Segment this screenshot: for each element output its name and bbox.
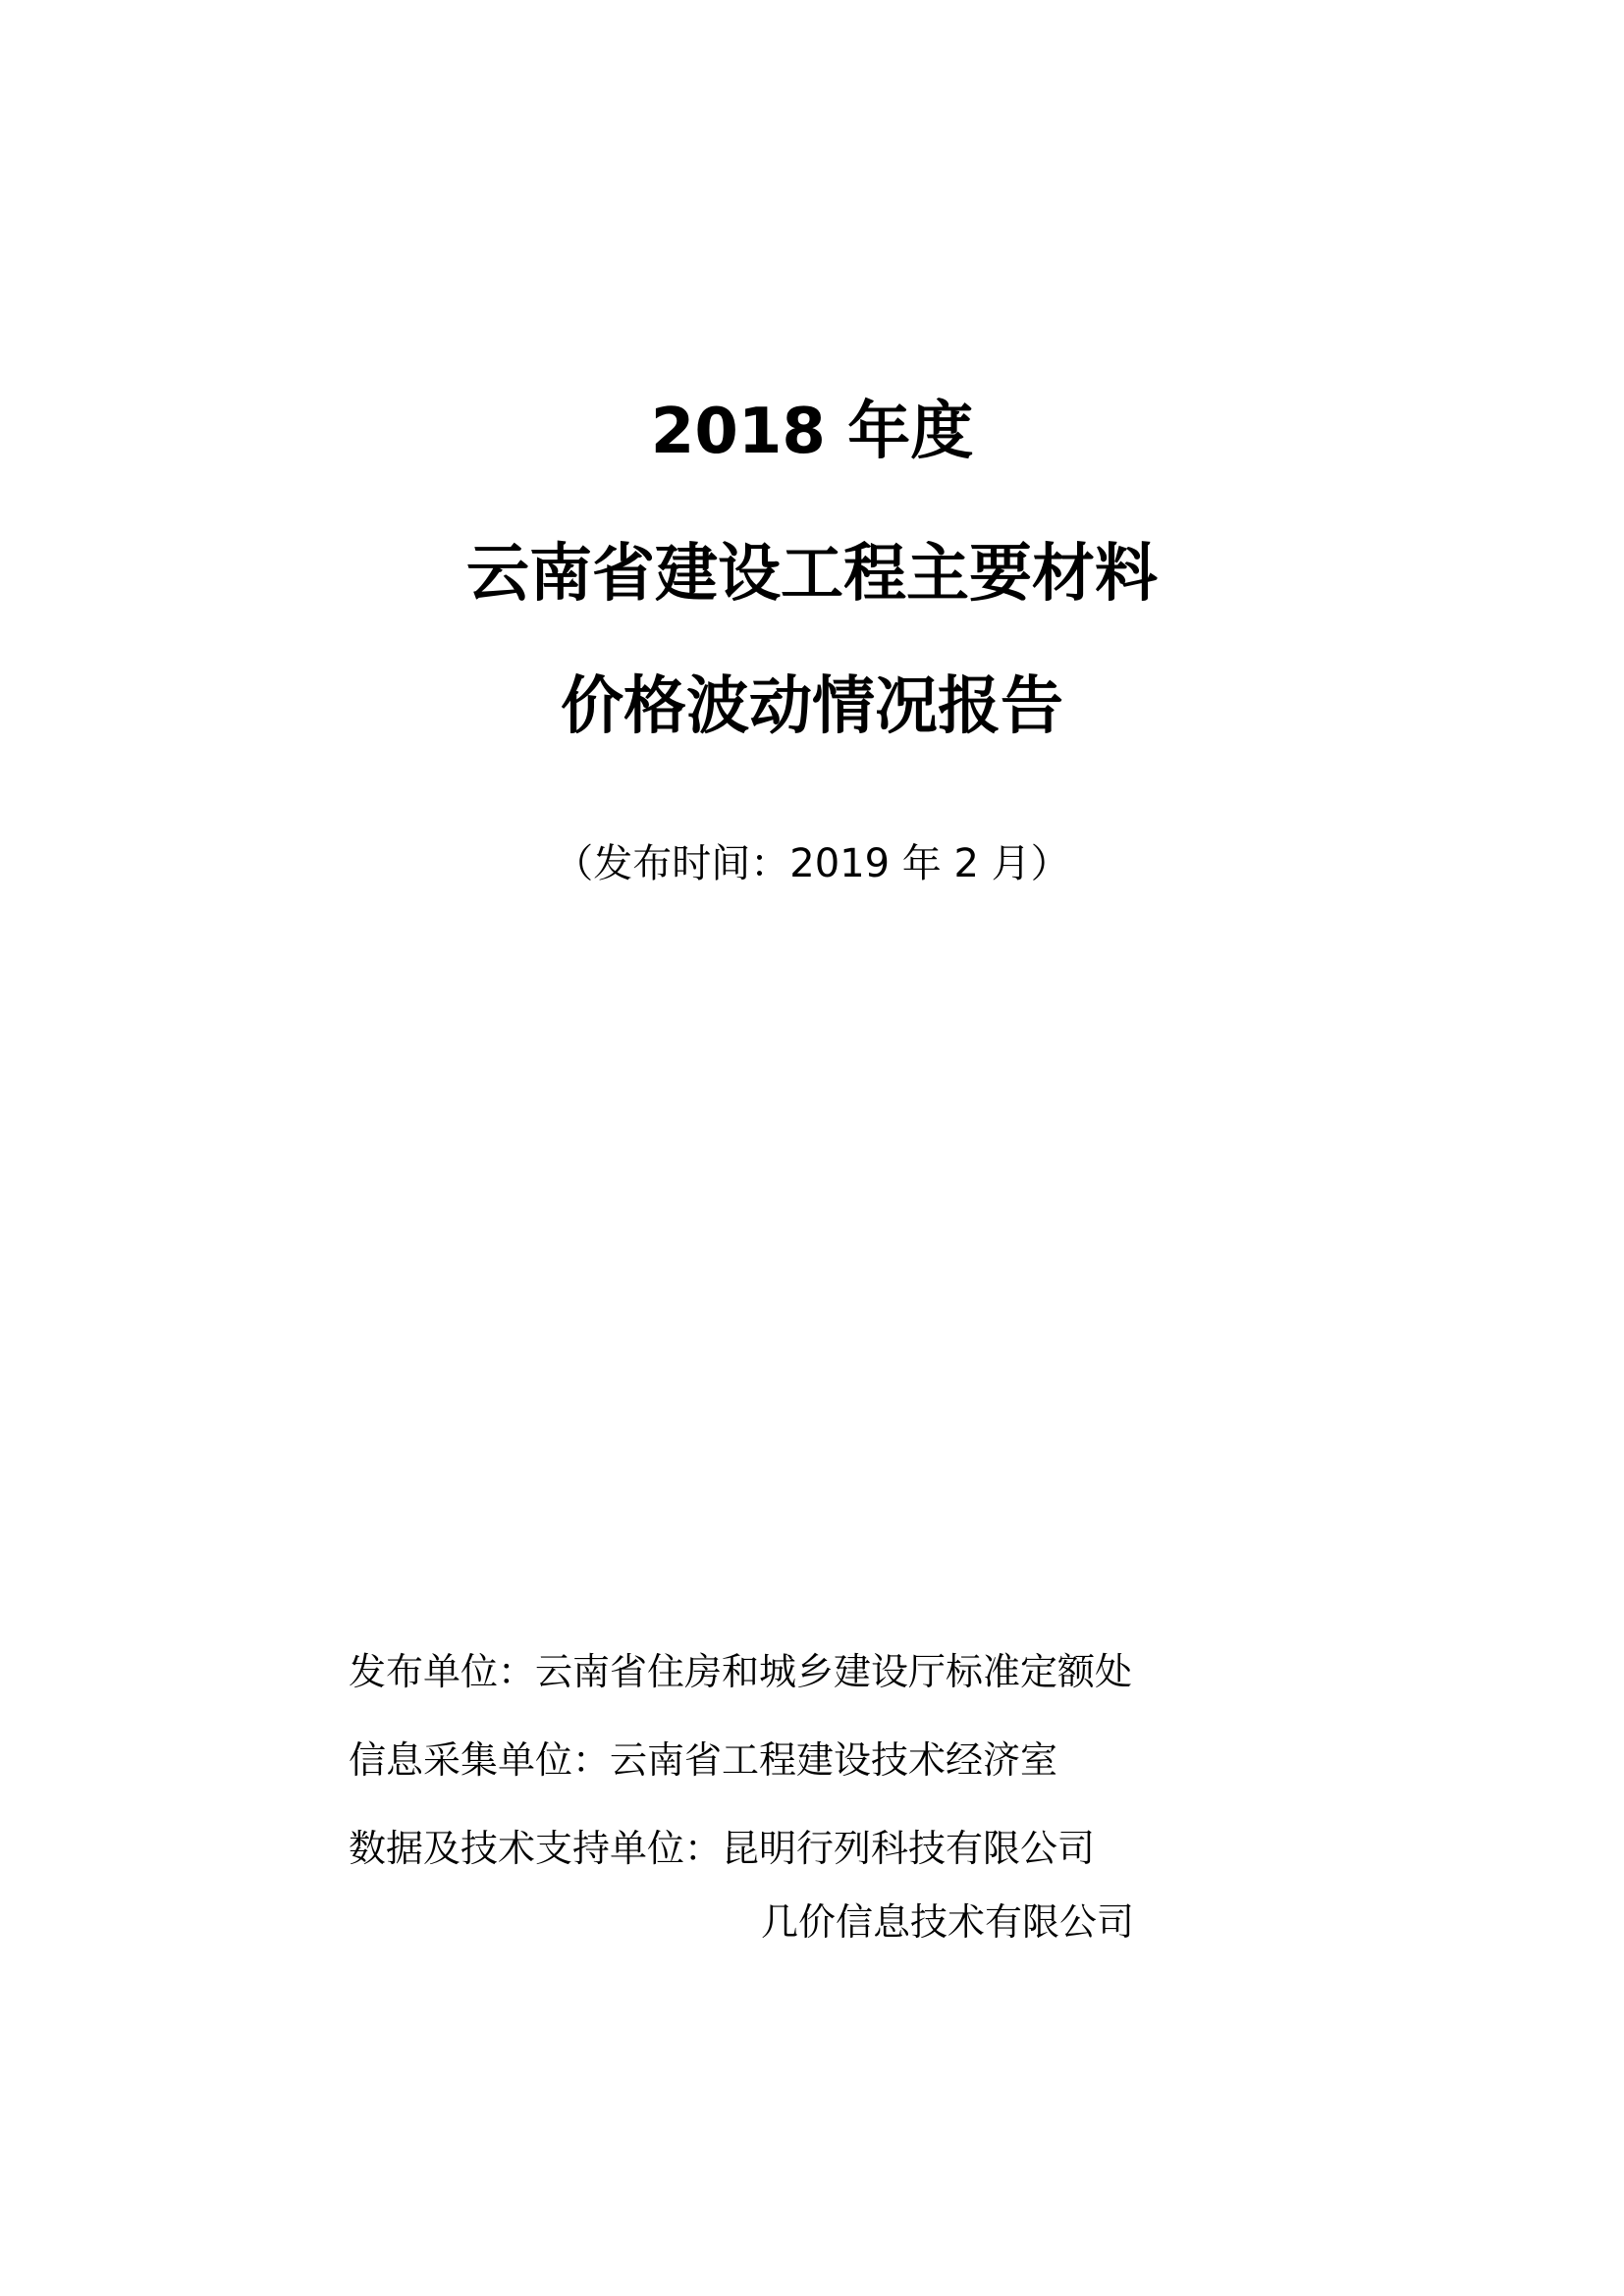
release-time: （发布时间：2019 年 2 月） [554, 841, 1070, 886]
title-main: 云南省建设工程主要材料 [466, 538, 1158, 611]
support-unit-2: 几价信息技术有限公司 [761, 1900, 1135, 1944]
support-unit-1: 数据及技术支持单位：昆明行列科技有限公司 [349, 1827, 1096, 1870]
collection-unit: 信息采集单位：云南省工程建设技术经济室 [349, 1738, 1058, 1782]
issuing-unit: 发布单位：云南省住房和城乡建设厅标准定额处 [349, 1650, 1133, 1693]
title-year: 2018 年度 [650, 396, 974, 468]
title-sub: 价格波动情况报告 [561, 670, 1063, 743]
